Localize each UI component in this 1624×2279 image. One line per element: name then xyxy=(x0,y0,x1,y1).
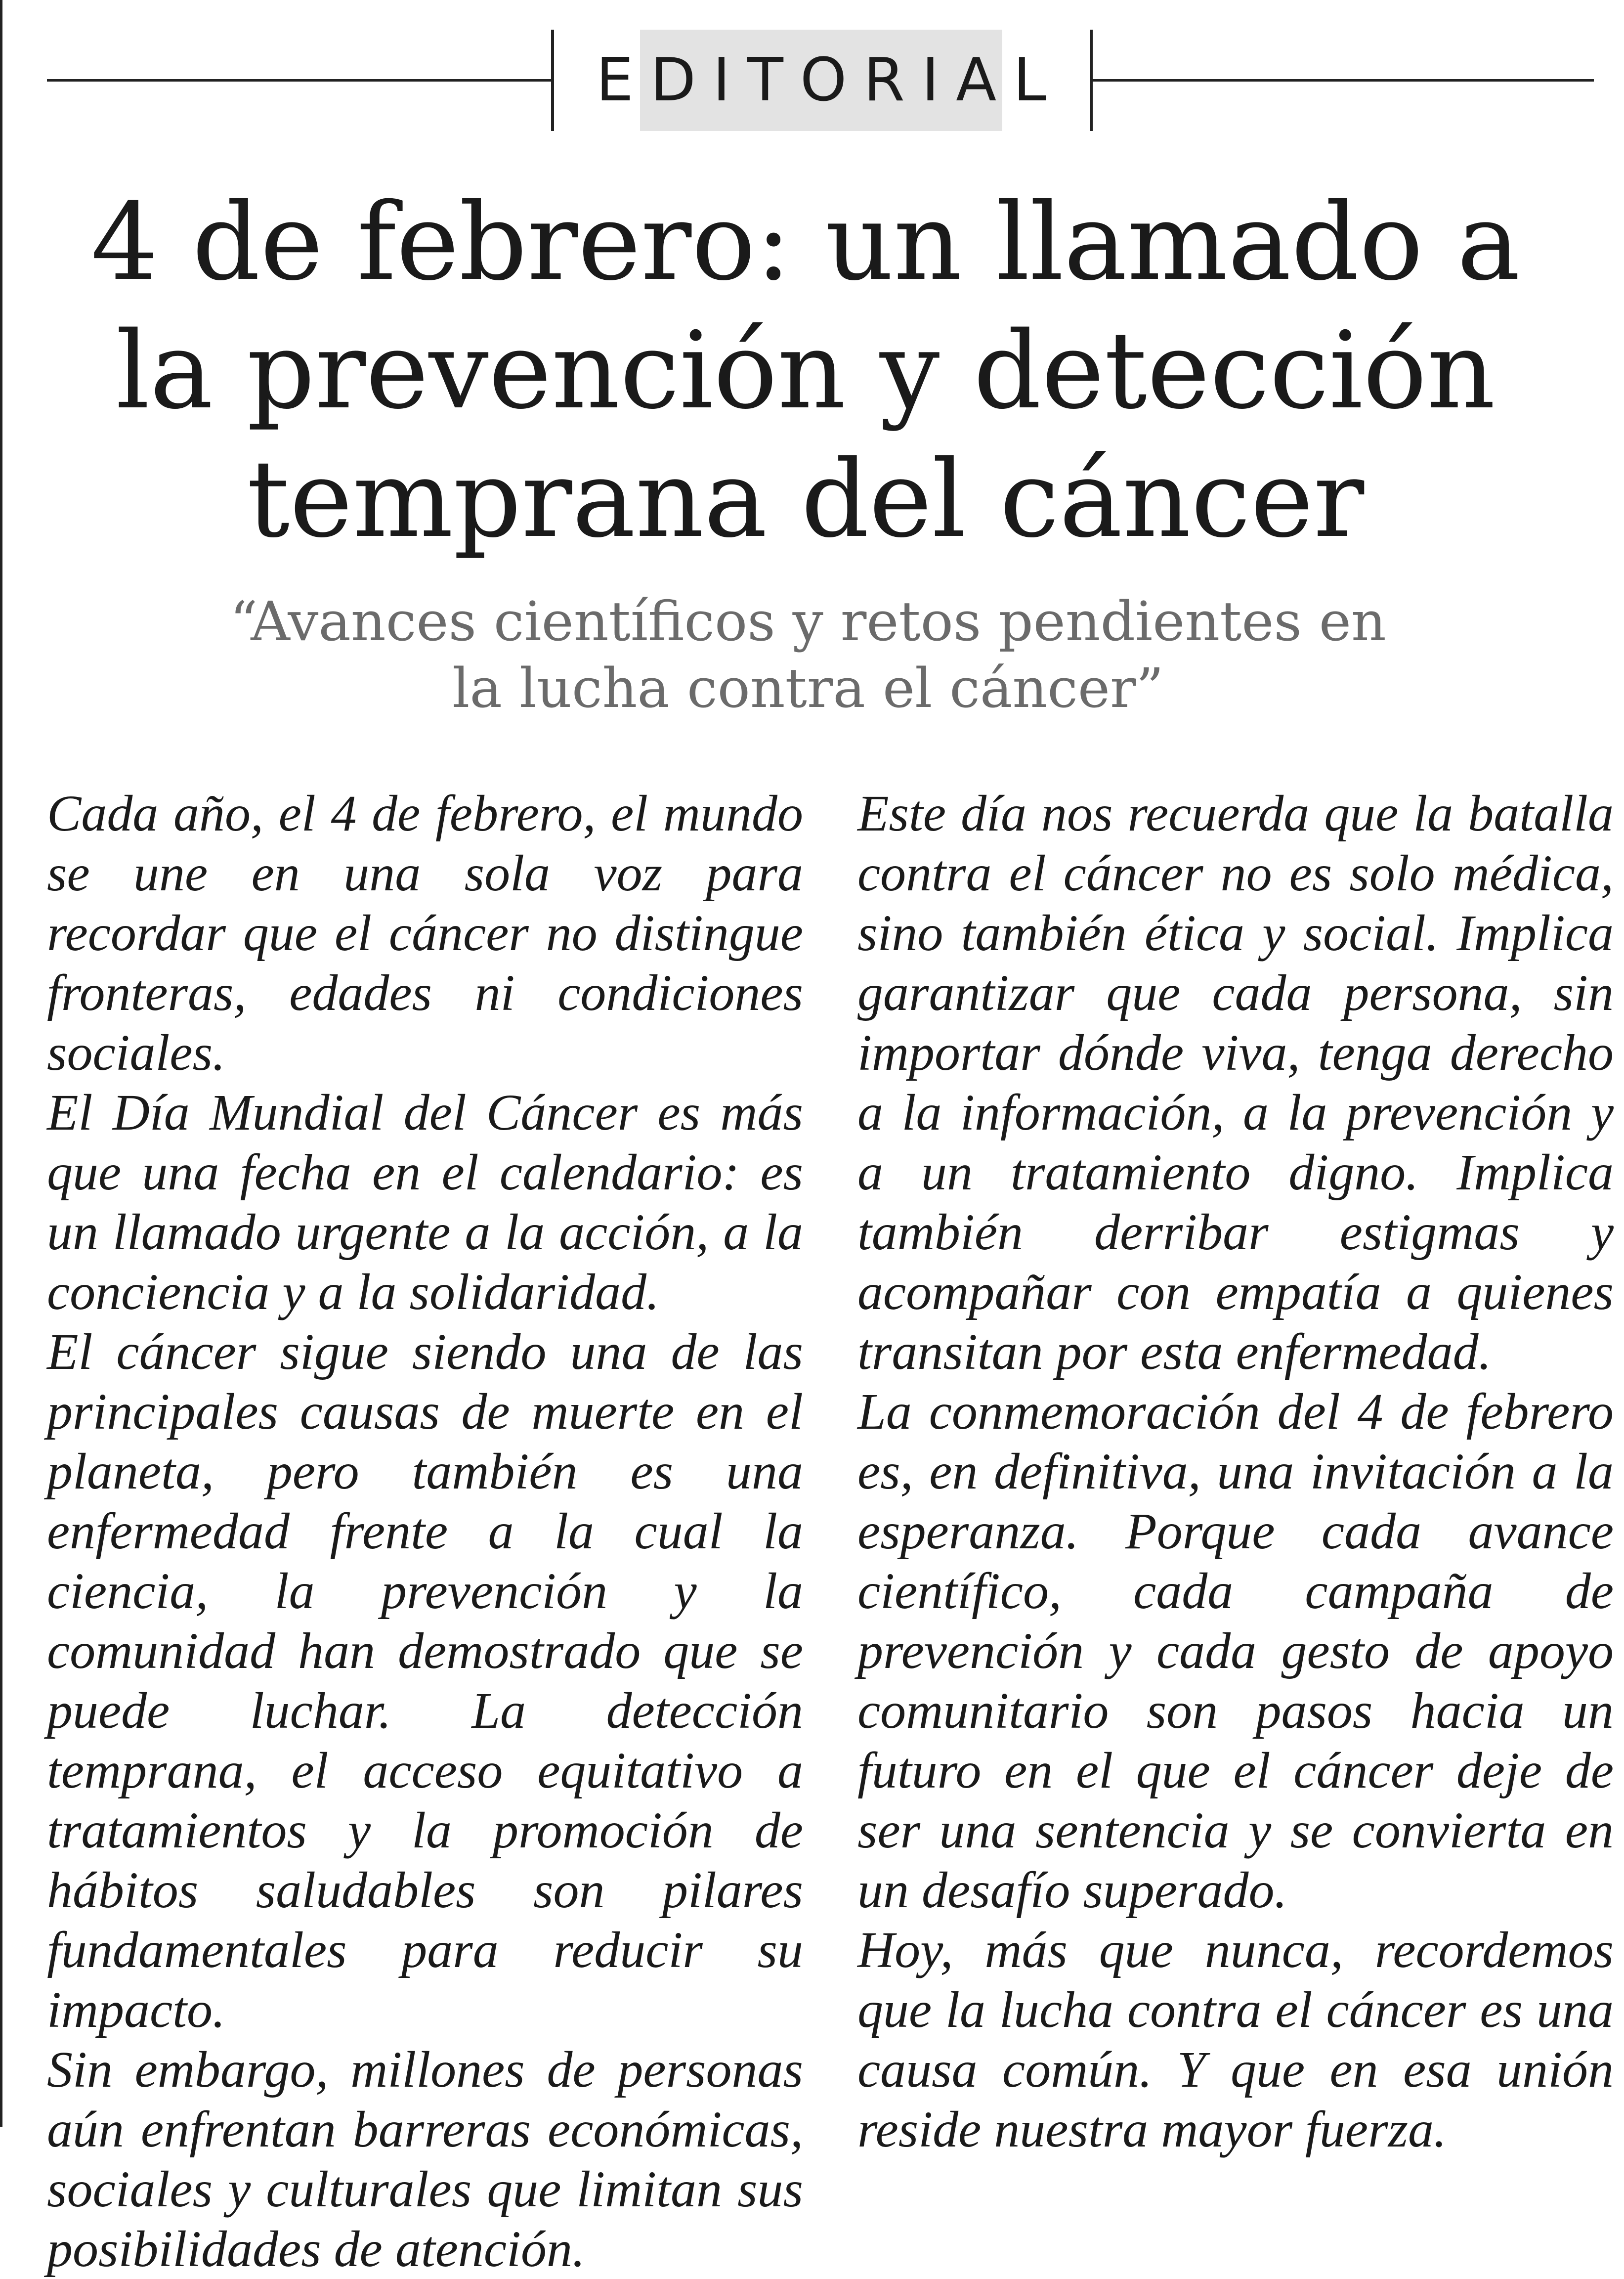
section-label: EDITORIAL xyxy=(596,46,1064,115)
body-paragraph: Cada año, el 4 de febrero, el mundo se une en una sola voz para recordar que el cáncer no distingue fronteras, edades ni condiciones sociales. xyxy=(47,785,803,1081)
body-paragraph: La conmemoración del 4 de febrero es, en definitiva, una invitación a la esperanza. Porque cada avance científico, cada campaña de prevención y cada gesto de apoyo comunitario son pasos hacia un futuro en el que el cáncer deje de ser una sentencia y se convierta en un desafío superado. xyxy=(857,1383,1614,1919)
body-paragraph: El cáncer sigue siendo una de las principales causas de muerte en el planeta, pero también es una enfermedad frente a la cual la ciencia, la prevención y la comunidad han demostrado que se puede luchar. La detección temprana, el acceso equitativo a tratamientos y la promoción de hábitos saludables son pilares fundamentales para reducir su impacto. xyxy=(47,1323,803,2038)
body-paragraph: Este día nos recuerda que la batalla contra el cáncer no es solo médica, sino también ética y social. Implica garantizar que cada persona, sin importar dónde viva, tenga derecho a la información, a la prevención y a un tratamiento digno. Implica también derribar estigmas y acompañar con empatía a quienes transitan por esta enfermedad. xyxy=(857,785,1614,1380)
section-label-box xyxy=(596,30,1064,131)
body-paragraph: El Día Mundial del Cáncer es más que una fecha en el calendario: es un llamado urgente a la acción, a la conciencia y a la solidaridad. xyxy=(47,1084,803,1320)
body-column-right xyxy=(857,784,1614,2159)
section-header xyxy=(47,30,1594,129)
header-rule-left xyxy=(47,79,551,82)
subtitle: “Avances científicos y retos pendientes en la lucha contra el cáncer” xyxy=(230,590,1386,720)
header-rule-right xyxy=(1092,79,1594,82)
headline: 4 de febrero: un llamado a la prevención y detección temprana del cáncer xyxy=(90,180,1521,561)
body-column-left xyxy=(47,784,803,2279)
header-tick-left xyxy=(551,30,554,131)
body-paragraph: Hoy, más que nunca, recordemos que la lucha contra el cáncer es una causa común. Y que en esa unión reside nuestra mayor fuerza. xyxy=(857,1922,1614,2158)
body-paragraph: Sin embargo, millones de personas aún enfrentan barreras económicas, sociales y culturales que limitan sus posibilidades de atención. xyxy=(47,2041,803,2278)
